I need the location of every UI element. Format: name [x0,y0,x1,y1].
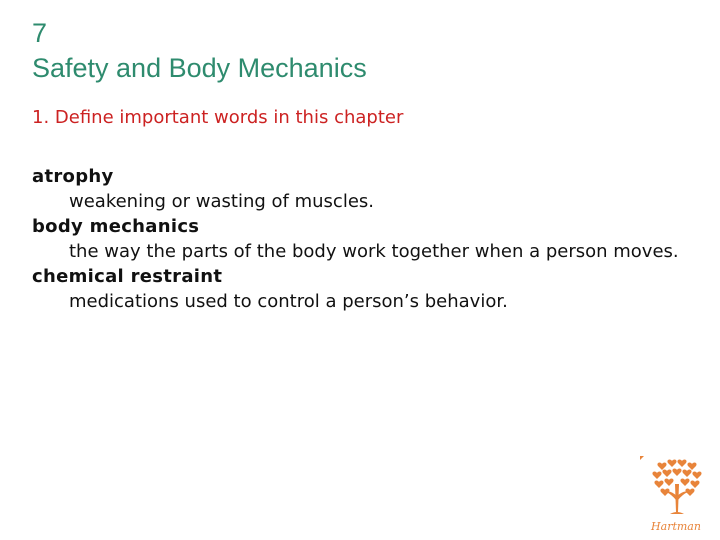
hartman-logo [640,456,712,536]
definition-item [32,264,692,314]
definition-item [32,164,692,214]
definitions-list [32,164,692,314]
term: body mechanics [32,216,200,237]
chapter-title: Safety and Body Mechanics [32,53,367,83]
term: chemical restraint [32,266,223,287]
term: atrophy [32,166,114,187]
learning-objective: 1. Define important words in this chapter [32,107,404,128]
logo-text: Hartman [651,520,701,533]
heart-tree-icon [640,456,702,514]
chapter-number: 7 [32,18,48,48]
slide-title [32,16,367,86]
definition-text: weakening or wasting of muscles. [69,191,374,212]
definition-text: medications used to control a person’s behavior. [69,291,508,312]
definition-item [32,214,692,264]
definition-text: the way the parts of the body work together when a person moves. [69,241,679,262]
